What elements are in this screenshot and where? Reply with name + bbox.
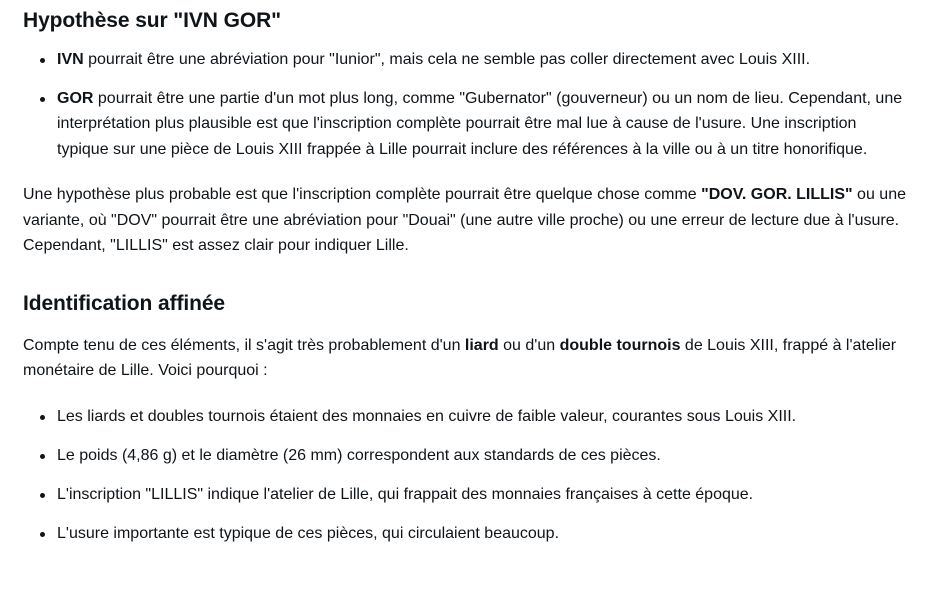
term-liard: liard [464, 336, 499, 354]
heading-ivn-gor-hypothesis: Hypothèse sur "IVN GOR" [23, 9, 281, 32]
inscription-dov-gor-lillis: "DOV. GOR. LILLIS" [701, 186, 853, 203]
list-item-text: pourrait être une partie d'un mot plus long, comme "Gubernator" (gouverneur) ou un nom de lieu. Cependant, une interprétation plus plausible est que l'inscription complète pourrait être mal lue à cause de l'usure. Une inscription typique sur une pièce de Louis XIII frappée à Lille pourrait inclure des références à la ville ou à un titre honorifique. [57, 89, 903, 158]
list-item: L'inscription "LILLIS" indique l'atelier de Lille, qui frappait des monnaies françaises à cette époque. [57, 482, 908, 508]
term-double-tournois: double tournois [559, 336, 681, 354]
term-ivn: IVN [57, 51, 84, 68]
list-item: Les liards et doubles tournois étaient des monnaies en cuivre de faible valeur, courantes sous Louis XIII. [57, 404, 908, 430]
identification-paragraph: Compte tenu de ces éléments, il s'agit très probablement d'un liard ou d'un double tournois de Louis XIII, frappé à l'atelier monétaire de Lille. Voici pourquoi : [23, 336, 897, 379]
list-item-text: pourrait être une abréviation pour "Iunior", mais cela ne semble pas coller directement avec Louis XIII. [83, 51, 811, 68]
heading-identification: Identification affinée [23, 291, 225, 315]
list-item [57, 86, 908, 163]
hypothesis-list [23, 47, 908, 162]
hypothesis-paragraph: Une hypothèse plus probable est que l'inscription complète pourrait être quelque chose comme "DOV. GOR. LILLIS" ou une variante, où "DOV" pourrait être une abréviation pour "Douai" (une autre ville proche) ou une erreur de lecture due à l'usure. Cependant, "LILLIS" est assez clair pour indiquer Lille. [23, 186, 906, 254]
list-item: Le poids (4,86 g) et le diamètre (26 mm) correspondent aux standards de ces pièces. [57, 443, 908, 469]
list-item: L'usure importante est typique de ces pièces, qui circulaient beaucoup. [57, 521, 908, 547]
term-gor: GOR [57, 89, 94, 107]
list-item [57, 47, 908, 73]
reasons-list [23, 404, 908, 547]
